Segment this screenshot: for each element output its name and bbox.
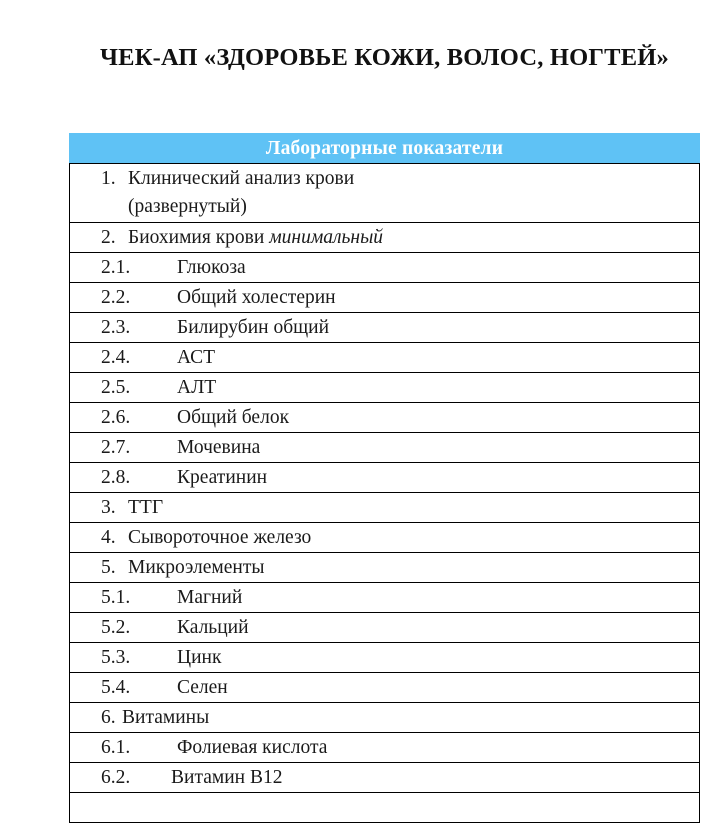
row-label: Мочевина [177, 436, 261, 458]
row-content [70, 494, 699, 522]
row-label: Креатинин [177, 466, 268, 488]
row-content [70, 524, 699, 552]
row-number: 4. [101, 526, 116, 548]
table-cell [70, 553, 700, 583]
table-header-cell: Лабораторные показатели [70, 134, 700, 164]
row-content [70, 704, 699, 732]
table-body [70, 164, 700, 823]
table-cell [70, 673, 700, 703]
row-label: Общий белок [177, 406, 290, 428]
row-label: Биохимия крови [128, 226, 270, 248]
row-number: 2.5. [101, 376, 131, 398]
table-cell [70, 793, 700, 823]
row-number: 1. [101, 168, 116, 189]
row-number: 2.6. [101, 406, 131, 428]
row-label: Клинический анализ крови [128, 168, 355, 189]
table-cell [70, 253, 700, 283]
row-content [70, 584, 699, 612]
row-number: 5.4. [101, 676, 131, 698]
row-label-continuation: (развернутый) [128, 196, 247, 217]
row-content [70, 764, 699, 792]
row-number: 5. [101, 556, 116, 578]
table-row [70, 673, 700, 703]
row-number: 3. [101, 496, 116, 518]
row-content [70, 464, 699, 492]
table-cell [70, 313, 700, 343]
table-cell [70, 583, 700, 613]
table-row [70, 253, 700, 283]
table-row [70, 343, 700, 373]
row-label: Цинк [177, 646, 222, 668]
table-cell [70, 523, 700, 553]
table-cell [70, 373, 700, 403]
row-label: Общий холестерин [177, 286, 336, 308]
row-number: 2. [101, 226, 116, 248]
row-label: Витамин В12 [171, 766, 283, 788]
table-row [70, 313, 700, 343]
row-label: Микроэлементы [128, 556, 265, 578]
row-content [70, 554, 699, 582]
row-content [70, 734, 699, 762]
row-label: Фолиевая кислота [177, 736, 328, 758]
table-cell [70, 433, 700, 463]
row-label: Сывороточное железо [128, 526, 312, 548]
table-row [70, 733, 700, 763]
row-number: 2.2. [101, 286, 131, 308]
table-row [70, 613, 700, 643]
table-cell [70, 164, 700, 223]
table-cell [70, 613, 700, 643]
row-number: 6. [101, 706, 116, 728]
row-content [70, 644, 699, 672]
row-content [70, 314, 699, 342]
row-number: 6.1. [101, 736, 131, 758]
row-content-continuation [70, 193, 699, 221]
table-row [70, 433, 700, 463]
row-label: Витамины [122, 706, 210, 728]
table-cell [70, 223, 700, 253]
table-cell [70, 733, 700, 763]
row-number: 2.3. [101, 316, 131, 338]
table-row [70, 523, 700, 553]
row-label: АСТ [177, 346, 216, 368]
row-number: 5.1. [101, 586, 131, 608]
table-row [70, 283, 700, 313]
row-number: 2.8. [101, 466, 131, 488]
row-number: 2.1. [101, 256, 131, 278]
row-content [70, 344, 699, 372]
row-label: Кальций [177, 616, 249, 638]
table-row [70, 643, 700, 673]
table-cell [70, 463, 700, 493]
table-row [70, 463, 700, 493]
row-content [70, 254, 699, 282]
table-row [70, 583, 700, 613]
row-label: Магний [177, 586, 243, 608]
row-content [70, 374, 699, 402]
row-label: Билирубин общий [177, 316, 330, 338]
table-cell [70, 343, 700, 373]
table-row [70, 373, 700, 403]
table-row [70, 553, 700, 583]
table-header-row [70, 134, 700, 164]
table-row [70, 403, 700, 433]
row-number: 5.2. [101, 616, 131, 638]
row-label-emphasis: минимальный [269, 226, 384, 248]
table-cell [70, 493, 700, 523]
table-cell [70, 763, 700, 793]
row-content [70, 165, 699, 193]
table-cell [70, 403, 700, 433]
table-cell [70, 283, 700, 313]
row-label: Селен [177, 676, 228, 698]
table-row [70, 703, 700, 733]
row-label: Глюкоза [177, 256, 246, 278]
row-content [70, 434, 699, 462]
row-number: 5.3. [101, 646, 131, 668]
row-content [70, 674, 699, 702]
table-row-empty [70, 793, 700, 823]
table-row [70, 223, 700, 253]
row-content [70, 614, 699, 642]
table-cell [70, 703, 700, 733]
table-row [70, 164, 700, 223]
row-number: 6.2. [101, 766, 131, 788]
row-number: 2.7. [101, 436, 131, 458]
table-row [70, 493, 700, 523]
table-cell [70, 643, 700, 673]
row-content [70, 284, 699, 312]
row-number: 2.4. [101, 346, 131, 368]
row-label: ТТГ [128, 496, 164, 518]
row-label: АЛТ [177, 376, 217, 398]
lab-indicators-table [69, 133, 700, 823]
row-content [70, 404, 699, 432]
row-content [70, 224, 699, 252]
page-title: ЧЕК-АП «ЗДОРОВЬЕ КОЖИ, ВОЛОС, НОГТЕЙ» [100, 44, 669, 72]
table-row [70, 763, 700, 793]
